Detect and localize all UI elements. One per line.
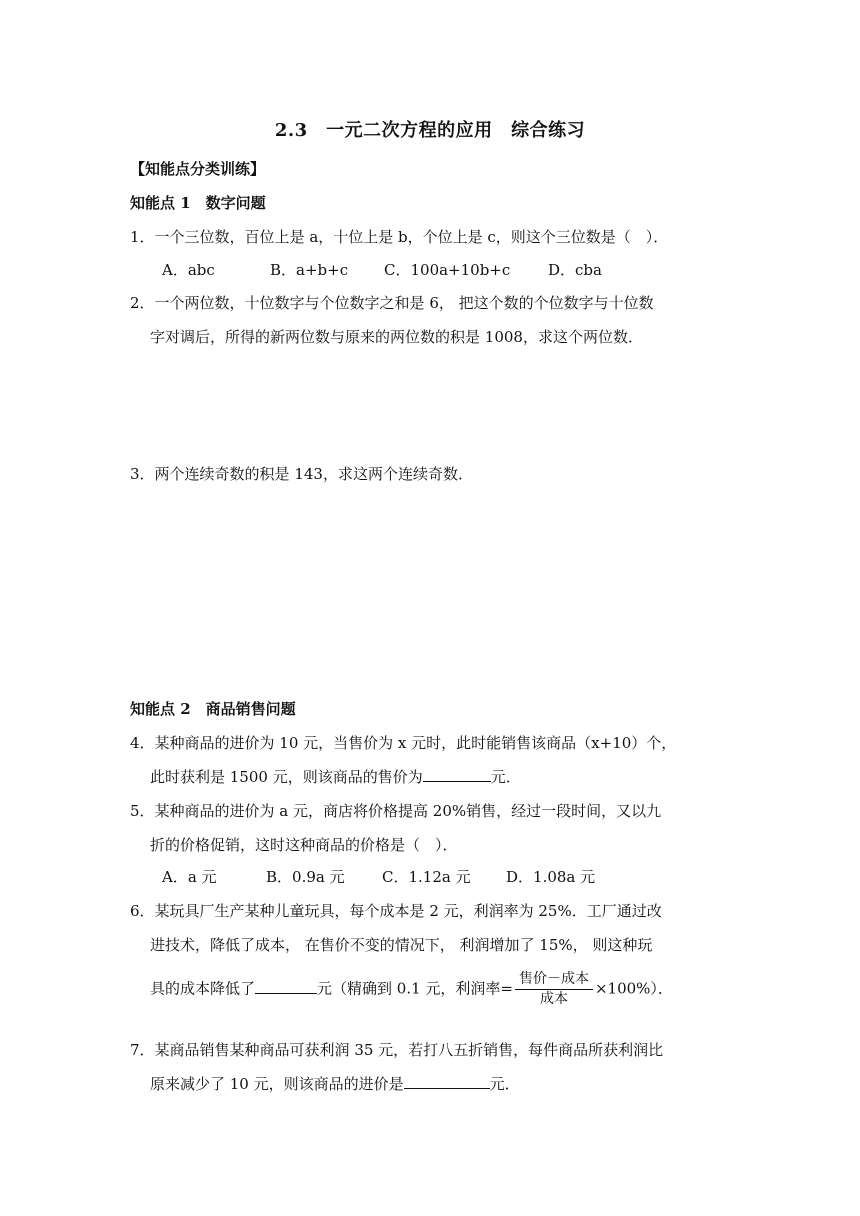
question-6-text-c: ×100%）． bbox=[594, 979, 673, 998]
question-5-options bbox=[162, 866, 595, 887]
page-title: 2.3 一元二次方程的应用 综合练习 bbox=[274, 120, 586, 141]
profit-rate-fraction bbox=[515, 970, 593, 1009]
question-6-answer-blank[interactable] bbox=[255, 979, 317, 994]
question-2-line-1: 2．一个两位数，十位数字与个位数字之和是 6， 把这个数的个位数字与十位数 bbox=[130, 294, 654, 312]
question-6-text-a: 具的成本降低了 bbox=[150, 979, 256, 998]
question-5-line-2: 折的价格促销，这时这种商品的价格是（ ）． bbox=[150, 836, 458, 854]
question-6-line-1: 6．某玩具厂生产某种儿童玩具，每个成本是 2 元，利润率为 25%．工厂通过改 bbox=[130, 902, 662, 920]
question-5-option-a: A．a 元 bbox=[162, 868, 217, 886]
question-1-option-a: A．abc bbox=[162, 261, 215, 279]
fraction-numerator: 售价－成本 bbox=[515, 970, 593, 990]
question-7-answer-blank[interactable] bbox=[404, 1074, 490, 1089]
question-7-text-b: 元． bbox=[489, 1075, 520, 1093]
question-1-text: 1．一个三位数，百位上是 a，十位上是 b，个位上是 c，则这个三位数是（ ）． bbox=[130, 228, 669, 246]
question-1-option-d: D．cba bbox=[548, 261, 602, 279]
question-4-text-b: 元． bbox=[490, 768, 521, 786]
question-1-options bbox=[162, 259, 602, 280]
question-5-option-d: D．1.08a 元 bbox=[506, 868, 596, 886]
question-4-line-1: 4．某种商品的进价为 10 元，当售价为 x 元时，此时能销售该商品（x+10）个， bbox=[130, 734, 677, 752]
question-4-line-2 bbox=[150, 766, 521, 787]
question-6-line-2: 进技术，降低了成本， 在售价不变的情况下， 利润增加了 15%， 则这种玩 bbox=[150, 936, 653, 954]
knowledge-point-1-heading: 知能点 1 数字问题 bbox=[130, 194, 266, 212]
question-7-line-2 bbox=[150, 1073, 520, 1094]
question-3-text: 3．两个连续奇数的积是 143，求这两个连续奇数． bbox=[130, 465, 473, 483]
question-4-text-a: 此时获利是 1500 元，则该商品的售价为 bbox=[150, 768, 423, 786]
fraction-denominator: 成本 bbox=[539, 991, 568, 1007]
section-header: 【知能点分类训练】 bbox=[130, 160, 266, 178]
knowledge-point-2-heading: 知能点 2 商品销售问题 bbox=[130, 700, 296, 718]
question-5-option-b: B．0.9a 元 bbox=[266, 868, 345, 886]
question-5-line-1: 5．某种商品的进价为 a 元，商店将价格提高 20%销售，经过一段时间，又以九 bbox=[130, 802, 662, 820]
question-1-option-c: C．100a+10b+c bbox=[384, 261, 511, 279]
question-7-text-a: 原来减少了 10 元，则该商品的进价是 bbox=[150, 1075, 404, 1093]
question-4-answer-blank[interactable] bbox=[423, 767, 491, 782]
question-7-line-1: 7．某商品销售某种商品可获利润 35 元，若打八五折销售，每件商品所获利润比 bbox=[130, 1041, 664, 1059]
question-6-line-3 bbox=[150, 970, 673, 1009]
question-6-text-b: 元（精确到 0.1 元，利润率= bbox=[317, 979, 513, 998]
question-2-line-2: 字对调后，所得的新两位数与原来的两位数的积是 1008，求这个两位数． bbox=[150, 328, 643, 346]
question-5-option-c: C．1.12a 元 bbox=[382, 868, 471, 886]
question-1-option-b: B．a+b+c bbox=[270, 261, 349, 279]
